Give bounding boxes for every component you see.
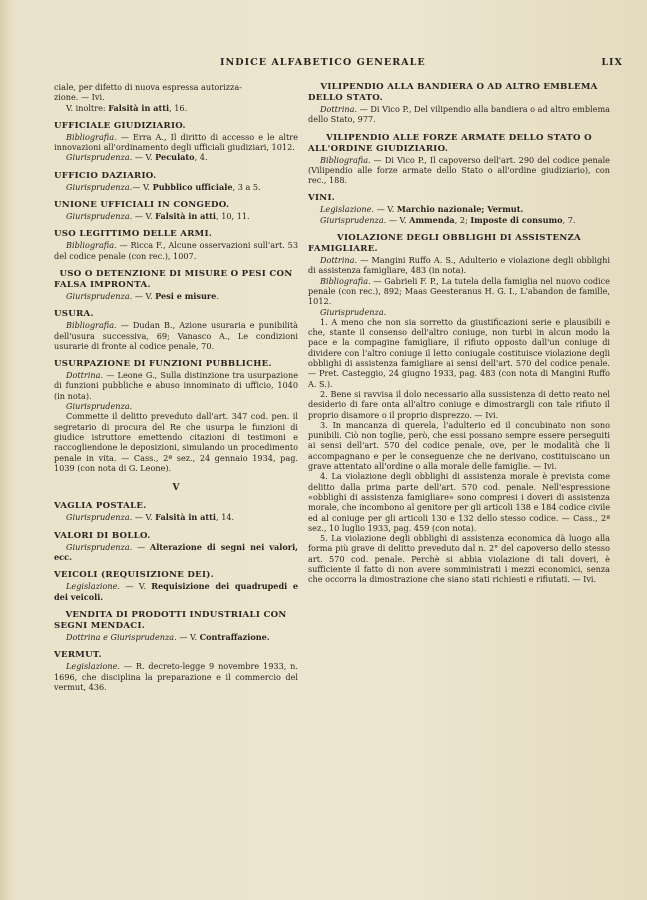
index-entry <box>308 233 610 585</box>
entry-text: Giurisprudenza. — V. Falsità in atti, 10, 11. <box>66 211 250 222</box>
numbered-paragraph: 3. In mancanza di querela, l'adulterio ed il concubinato non sono punibili. Ciò non toglie, però, che essi possano sempre essere perseguiti ai sensi dell'art. 570 del codice penale, ove, per le modalità che li accompagnano e per le conseguenze che ne derivano, costituiscano un grave attentato all'ordine o alla morale delle famiglie. — Ivi. <box>308 419 610 472</box>
entry-label: Giurisprudenza. <box>320 306 387 317</box>
entry-heading: VERMUT. <box>54 650 102 661</box>
numbered-paragraph: 1. A meno che non sia sorretto da giustificazioni serie e plausibili e che, stante il consenso dell'altro coniuge, non turbi in alcun modo la pace e la compagine famigliare, il rifiuto opposto dall'un coniuge di dividere con l'altro coniuge il letto coniugale costituisce violazione degli obblighi di assistenza famigliare ai sensi dell'art. 570 del codice penale. — Pret. Casteggio, 24 giugno 1933, pag. 483 (con nota di Mangini Ruffo A. S.). <box>308 316 610 389</box>
page-number: LIX <box>601 57 623 68</box>
entry-text: Dottrina. — Mangini Ruffo A. S., Adulterio e violazione degli obblighi di assistenza famigliare, 483 (in nota). <box>308 255 610 276</box>
index-entry <box>54 501 298 522</box>
entry-text: Giurisprudenza. — V. Peculato, 4. <box>66 152 208 163</box>
continued-entry <box>54 82 298 113</box>
index-entry <box>308 82 610 125</box>
entry-heading: UFFICIO DAZIARIO. <box>54 170 157 181</box>
page-header <box>52 57 623 71</box>
entry-heading: USO O DETENZIONE DI MISURE O PESI CON FALSA IMPRONTA. <box>54 268 293 290</box>
entry-text: Legislazione. — R. decreto-legge 9 novembre 1933, n. 1696, che disciplina la preparazione e il commercio del vermut, 436. <box>54 661 298 692</box>
entry-text: Giurisprudenza. — V. Falsità in atti, 14. <box>66 512 235 523</box>
entry-heading: USURA. <box>54 309 94 320</box>
running-title: INDICE ALFABETICO GENERALE <box>220 57 426 68</box>
cont-line-2: zione. — Ivi. <box>54 92 105 103</box>
entry-text: Bibliografia. — Ricca F., Alcune osservazioni sull'art. 53 del codice penale (con rec.), 1007. <box>54 240 298 261</box>
index-entry <box>54 570 298 602</box>
index-entry <box>54 610 298 642</box>
cont-line-1: ciale, per difetto di nuova espressa autorizza- <box>54 82 242 92</box>
entry-heading: VINI. <box>308 193 336 204</box>
entry-heading: VILIPENDIO ALLE FORZE ARMATE DELLO STATO O ALL'ORDINE GIUDIZIARIO. <box>308 132 592 154</box>
entry-heading: UFFICIALE GIUDIZIARIO. <box>54 120 186 131</box>
entry-heading: UNIONE UFFICIALI IN CONGEDO. <box>54 200 230 211</box>
index-entry <box>54 121 298 163</box>
index-entry <box>54 309 298 351</box>
section-letter: V <box>172 483 180 494</box>
entry-heading: USURPAZIONE DI FUNZIONI PUBBLICHE. <box>54 359 272 370</box>
index-entry <box>54 200 298 221</box>
entry-text: Giurisprudenza. — Alterazione di segni nei valori, ecc. <box>54 541 298 563</box>
index-entry <box>54 531 298 563</box>
entry-heading: VILIPENDIO ALLA BANDIERA O AD ALTRO EMBLEMA DELLO STATO. <box>308 82 598 103</box>
entry-heading: USO LEGITTIMO DELLE ARMI. <box>54 229 213 240</box>
entry-label: Giurisprudenza. <box>66 401 133 412</box>
entry-text: Bibliografia. — Gabrieli F. P., La tutela della famiglia nel nuovo codice penale (con rec.), 892; Maas Geesteranus H. G. I., L'abandon de famille, 1012. <box>308 275 610 307</box>
index-entry <box>54 650 298 692</box>
numbered-paragraph: 4. La violazione degli obblighi di assistenza morale è prevista come delitto dalla prima parte dell'art. 570 cod. penale. Nell'espressione «obblighi di assistenza famigliare» sono compresi i doveri di assistenza morale, che incombono al genitore per gli articoli 138 e 184 codice civile ed al coniuge per gli articoli 130 e 132 dello stesso codice. — Cass., 2ª sez., 10 luglio 1933, pag. 459 (con nota). <box>308 471 610 533</box>
entry-text: Dottrina. — Leone G., Sulla distinzione tra usurpazione di funzioni pubbliche e abuso innominato di ufficio, 1040 (in nota). <box>54 370 298 401</box>
entry-text: Dottrina e Giurisprudenza. — V. Contraffazione. <box>66 631 270 642</box>
index-entry <box>54 171 298 192</box>
index-entry <box>308 193 610 225</box>
entry-text: Legislazione. — V. Marchio nazionale; Vermut. <box>320 204 524 215</box>
index-entry <box>54 269 298 301</box>
index-entry <box>308 133 610 186</box>
entry-heading: VIOLAZIONE DEGLI OBBLIGHI DI ASSISTENZA FAMIGLIARE. <box>308 233 582 255</box>
entry-text: Bibliografia. — Di Vico P., Il capoverso dell'art. 290 del codice penale (Vilipendio alle forze armate dello Stato o all'ordine giudiziario), con rec., 188. <box>308 154 610 186</box>
entry-text: Legislazione. — V. Requisizione dei quadrupedi e dei veicoli. <box>54 581 298 602</box>
entry-heading: VAGLIA POSTALE. <box>54 501 147 512</box>
entry-heading: VENDITA DI PRODOTTI INDUSTRIALI CON SEGNI MENDACI. <box>54 609 287 631</box>
right-column <box>308 82 610 593</box>
entry-text: Giurisprudenza. — V. Pesi e misure. <box>66 290 219 301</box>
index-entry <box>54 229 298 261</box>
entry-text: Commette il delitto preveduto dall'art. 347 cod. pen. il segretario di procura del Re che usurpa le funzioni di giudice istruttore emettendo citazioni di testimoni e raccogliendone le deposizioni, simulando un procedimento penale in vita. — Cass., 2ª sez., 24 gennaio 1934, pag. 1039 (con nota di G. Leone). <box>54 411 298 473</box>
entry-text: Giurisprudenza. — V. Ammenda, 2; Imposte di consumo, 7. <box>320 214 576 225</box>
numbered-paragraph: 2. Bene si ravvisa il dolo necessario alla sussistenza di detto reato nel desiderio di fare onta all'altro coniuge e dimostrargli con tale rifiuto il proprio disamore o il proprio disprezzo. — Ivi. <box>308 388 610 420</box>
left-column <box>54 82 298 700</box>
entry-text: Bibliografia. — Dudan B., Azione usuraria e punibilità dell'usura successiva, 69; Vanasco A., Le condizioni usurarie di fronte al codice penale, 70. <box>54 320 298 351</box>
cont-line-3: V. inoltre: Falsità in atti, 16. <box>66 102 188 113</box>
numbered-paragraph: 5. La violazione degli obblighi di assistenza economica dà luogo alla forma più grave di delitto preveduto dal n. 2° del capoverso dello stesso art. 570 cod. penale. Perchè si abbia violazione di tali doveri, è sufficiente il fatto di non avere somministrati i mezzi economici, senza che occorra la dimostrazione che siano stati richiesti e rifiutati. — Ivi. <box>308 533 610 585</box>
entry-heading: VEICOLI (REQUISIZIONE DEI). <box>54 570 214 581</box>
entry-text: Dottrina. — Di Vico P., Del vilipendio alla bandiera o ad altro emblema dello Stato, 977. <box>308 104 610 125</box>
entry-text: Bibliografia. — Erra A., Il diritto di accesso e le altre innovazioni all'ordinamento degli ufficiali giudiziari, 1012. <box>54 131 298 153</box>
entry-heading: VALORI DI BOLLO. <box>54 530 151 541</box>
index-entry <box>54 359 298 473</box>
entry-text: Giurisprudenza.— V. Pubblico ufficiale, 3 a 5. <box>66 181 261 192</box>
